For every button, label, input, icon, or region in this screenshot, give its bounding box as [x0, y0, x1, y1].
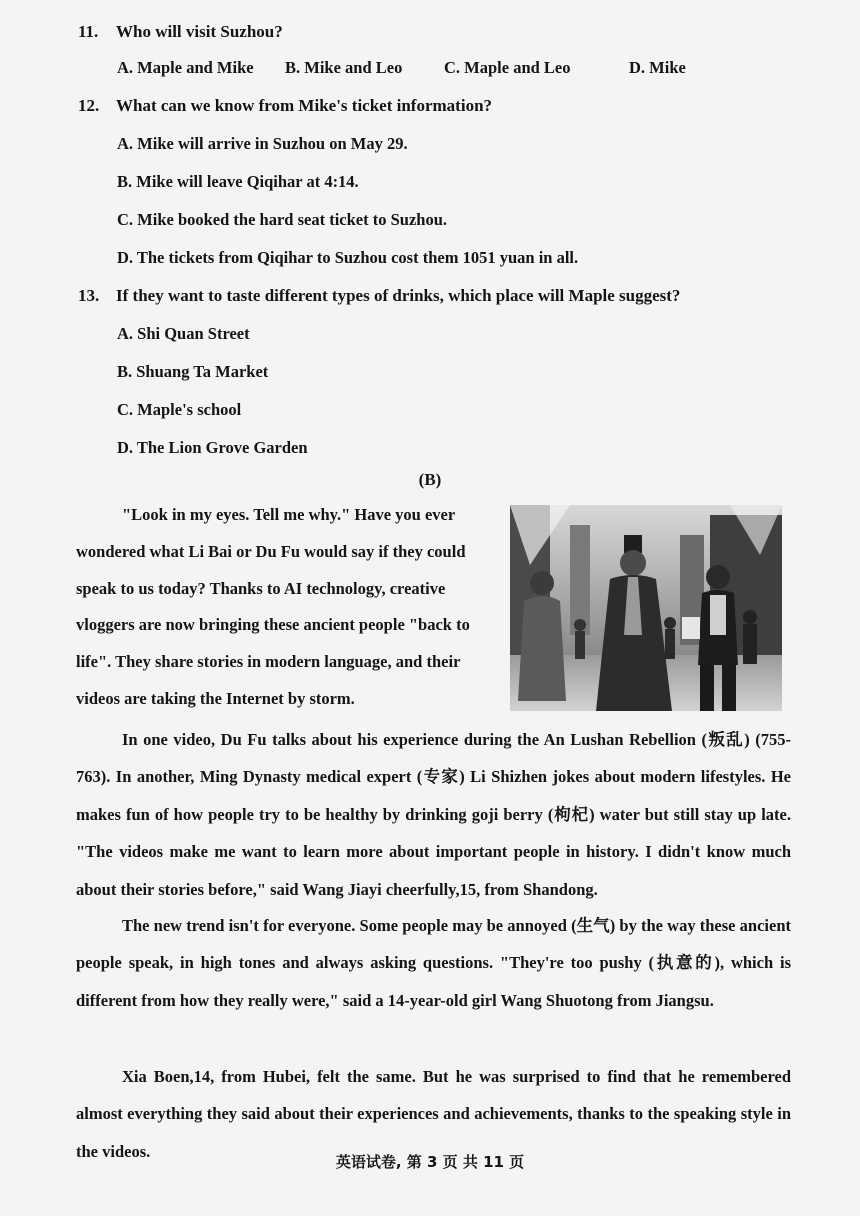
question-12	[78, 96, 492, 116]
paragraph-line: speak to us today? Thanks to AI technology, creative	[76, 578, 446, 598]
passage-paragraph-4: Xia Boen,14, from Hubei, felt the same. But he was surprised to find that he remembered almost everything they said about their experiences and achievements, thanks to the speaking style in the videos.	[76, 1067, 791, 1161]
option-a: A. Mike will arrive in Suzhou on May 29.	[117, 134, 408, 153]
option-d: D. The tickets from Qiqihar to Suzhou cost them 1051 yuan in all.	[117, 248, 579, 267]
page-footer: 英语试卷, 第 3 页 共 11 页	[335, 1153, 525, 1171]
option-c: C. Mike booked the hard seat ticket to Suzhou.	[117, 210, 448, 229]
question-number: 11.	[78, 22, 99, 41]
question-text: If they want to taste different types of drinks, which place will Maple suggest?	[116, 286, 681, 305]
paragraph-line: videos are taking the Internet by storm.	[76, 688, 355, 708]
question-number: 13.	[78, 286, 100, 305]
option-d: D. Mike	[629, 58, 686, 77]
option-d: D. The Lion Grove Garden	[117, 438, 308, 457]
option-a: A. Maple and Mike	[117, 58, 254, 77]
option-b: B. Mike will leave Qiqihar at 4:14.	[117, 172, 359, 191]
question-text: What can we know from Mike's ticket information?	[116, 96, 493, 115]
question-13	[78, 286, 680, 306]
option-b: B. Mike and Leo	[285, 58, 403, 77]
paragraph-line: life". They share stories in modern language, and their	[76, 652, 461, 672]
passage-paragraph-2: In one video, Du Fu talks about his experience during the An Lushan Rebellion (叛乱) (755-763). In another, Ming Dynasty medical expert (专家) Li Shizhen jokes about modern lifestyles. He makes fun of how people try to be healthy by drinking goji berry (枸杞) water but still stay up late. "The videos make me want to learn more about important people in history. I didn't know much about their stories before," said Wang Jiayi cheerfully,15, from Shandong.	[76, 730, 791, 899]
question-number: 12.	[78, 96, 100, 115]
passage-paragraph-3: The new trend isn't for everyone. Some people may be annoyed (生气) by the way these ancient people speak, in high tones and always asking questions. "They're too pushy (执意的), which is different from how they really were," said a 14-year-old girl Wang Shuotong from Jiangsu.	[76, 916, 791, 1010]
ai-ancient-poets-photo	[510, 505, 782, 711]
paragraph-line: "Look in my eyes. Tell me why." Have you ever	[122, 505, 456, 524]
paragraph-line: wondered what Li Bai or Du Fu would say if they could	[76, 541, 466, 561]
option-a: A. Shi Quan Street	[117, 324, 250, 343]
paragraph-line: vloggers are now bringing these ancient people "back to	[76, 615, 470, 635]
section-title: (B)	[418, 470, 442, 489]
option-c: C. Maple and Leo	[444, 58, 571, 77]
question-11	[78, 22, 283, 42]
option-c: C. Maple's school	[117, 400, 242, 419]
option-b: B. Shuang Ta Market	[117, 362, 269, 381]
question-text: Who will visit Suzhou?	[116, 22, 283, 41]
passage-paragraph-1	[76, 497, 494, 718]
